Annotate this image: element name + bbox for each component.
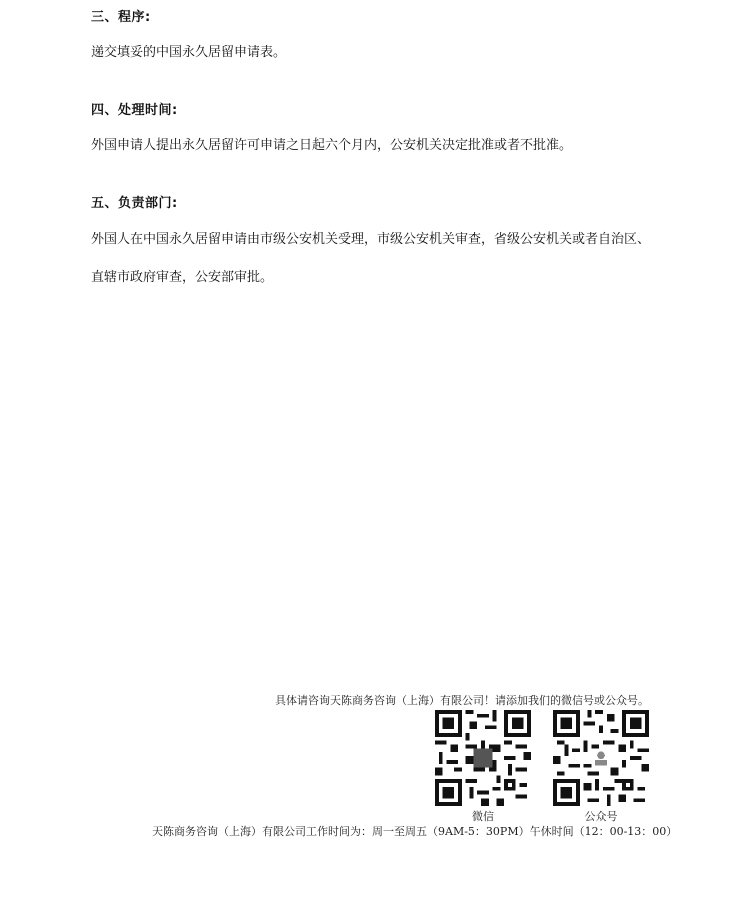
section-text-procedure: 递交填妥的中国永久居留申请表。 xyxy=(91,45,287,60)
qr-official-caption: 公众号 xyxy=(584,810,618,823)
section-text-processing-time: 外国申请人提出永久居留许可申请之日起六个月内，公安机关决定批准或者不批准。 xyxy=(91,138,573,153)
footer-contact-line: 具体请咨询天陈商务咨询（上海）有限公司！请添加我们的微信号或公众号。 xyxy=(275,694,649,707)
qr-code-icon xyxy=(553,710,649,806)
qr-code-icon xyxy=(435,710,531,806)
qr-wechat-caption: 微信 xyxy=(472,810,494,823)
section-text-department-line2: 直辖市政府审查，公安部审批。 xyxy=(91,270,274,285)
section-title-processing-time: 四、处理时间: xyxy=(91,103,178,118)
section-text-department-line1: 外国人在中国永久居留申请由市级公安机关受理，市级公安机关审查，省级公安机关或者自治区、 xyxy=(91,232,651,247)
section-title-procedure: 三、程序: xyxy=(91,10,151,25)
footer-hours-line: 天陈商务咨询（上海）有限公司工作时间为：周一至周五（9AM-5：30PM）午休时间（12：00-13：00） xyxy=(152,825,678,838)
section-title-department: 五、负责部门: xyxy=(91,196,178,211)
